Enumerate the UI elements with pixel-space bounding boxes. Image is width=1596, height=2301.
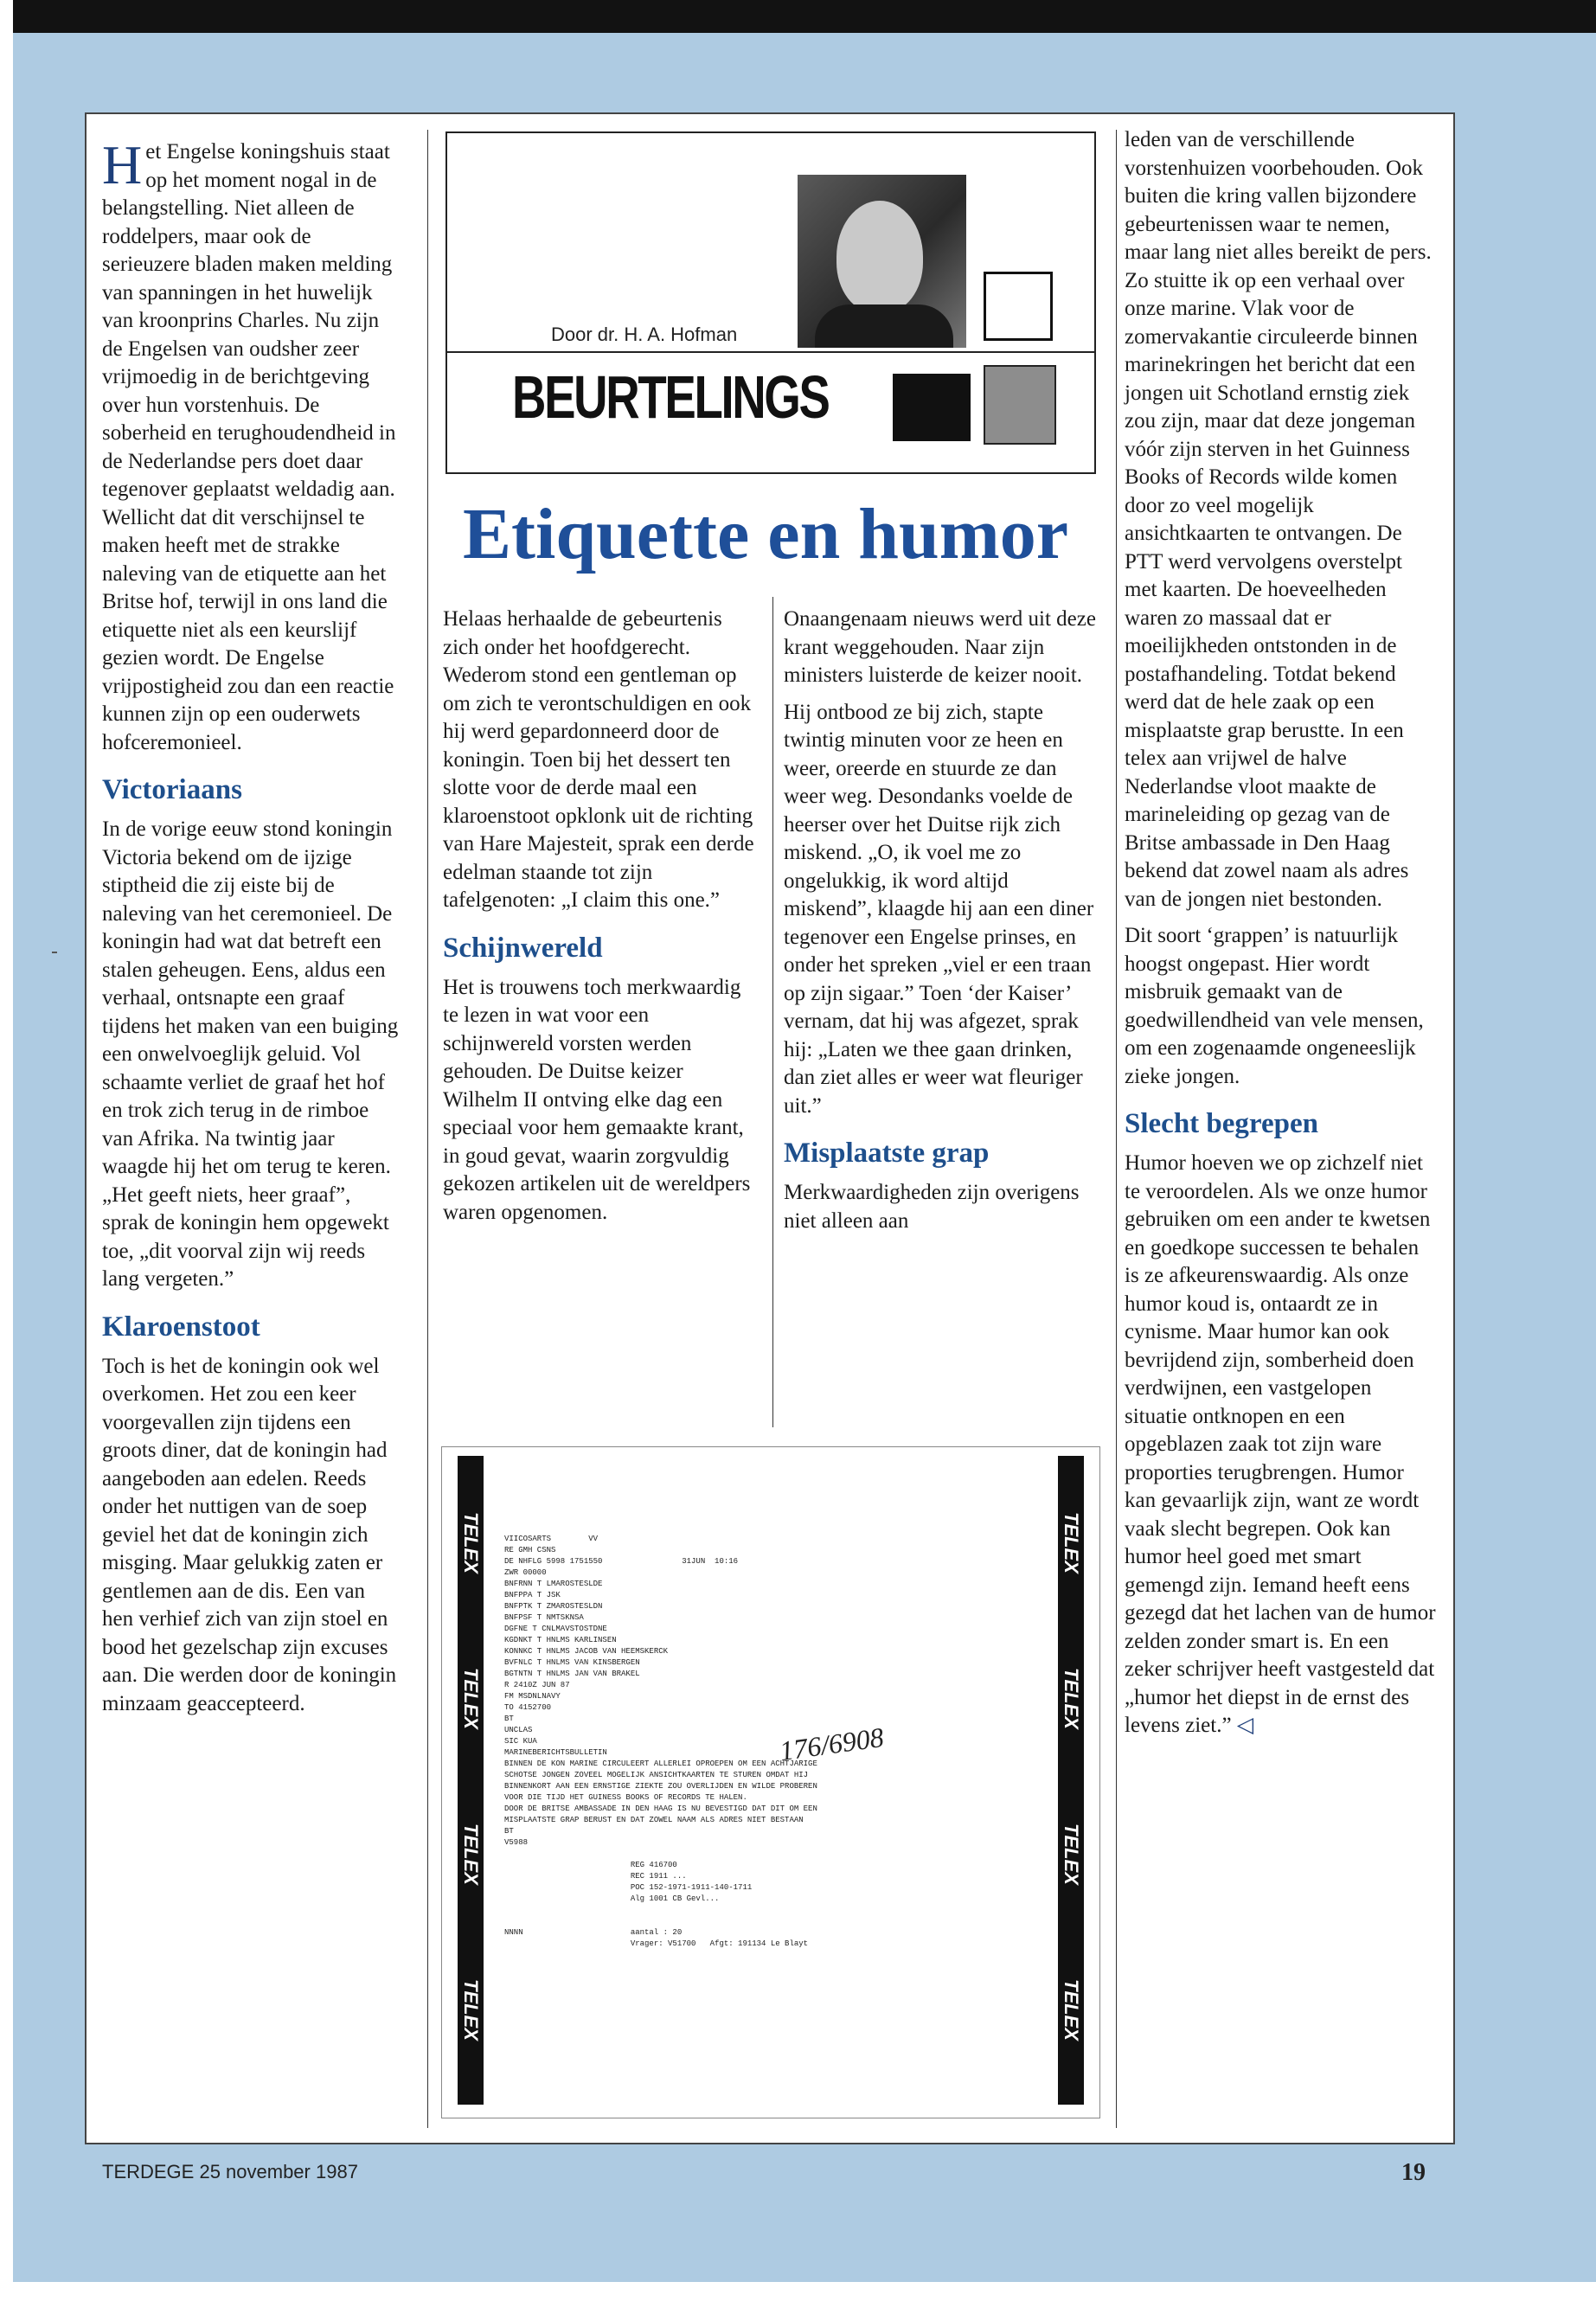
subheading-klaroenstoot: Klaroenstoot	[102, 1311, 260, 1343]
paragraph: Humor hoeven we op zichzelf niet te veroordelen. Als we onze humor gebruiken om een ander te kwetsen en goedkope successen te behalen is ze afkeurenswaardig. Als onze humor koud is, ontaardt ze in cynisme. Maar humor kan ook bevrijdend zijn, somberheid doen verdwijnen, een vastgelopen situatie ontknopen en een opgeblazen zaak tot zijn ware proporties terugbrengen. Humor kan gevaarlijk zijn, want ze wordt vaak slecht begrepen. Ook kan humor heel goed met smart gemengd zijn. Iemand heeft eens gezegd dat het lachen van de humor zelden zonder smart is. En een zeker schrijver heeft vastgesteld dat „humor het diepst in de ernst des levens ziet.” ◁	[1125, 1151, 1436, 1737]
column-name: BEURTELINGS	[512, 363, 829, 431]
telex-message: VIICOSARTS VV RE GMH CSNS DE NHFLG 5998 1751550 31JUN 10:16 ZWR 00000 BNFRNN T LMAROSTESLDE BNFPPA T JSK BNFPTK T ZMAROSTESLDN BNFPSF T NMTSKNSA DGFNE T CNLMAVSTOSTDNE KGDNKT T HNLMS KARLINSEN KONNKC T HNLMS JACOB VAN HEEMSKERCK BVFNLC T HNLMS VAN KINSBERGEN BGTNTN T HNLMS JAN VAN BRAKEL R 2410Z JUN 87 FM MSDNLNAVY TO 4152700 BT UNCLAS SIC KUA MARINEBERICHTSBULLETIN BINNEN DE KON MARINE CIRCULEERT ALLERLEI OPROEPEN OM EEN ACHTJARIGE SCHOTSE JONGEN ZOVEEL MOGELIJK ANSICHTKAARTEN TE STUREN OMDAT HIJ BINNENKORT AAN EEN ERNSTIGE ZIEKTE ZOU OVERLIJDEN EN WILDE PROBEREN VOOR DIE TIJD HET GUINESS BOOKS OF RECORDS TE HALEN. DOOR DE BRITSE AMBASSADE IN DEN HAAG IS NU BEVESTIGD DAT DIT OM EEN MISPLAATSTE GRAP BERUST EN DAT ZOWEL NAAM ALS ADRES NIET BESTAAN BT V5988 REG 416700 REC 1911 ... POC 152-1971-1911-140-1711 Alg 1001 CB Gevl... NNNN aantal : 20 Vrager: V51700 Afgt: 191134 Le Blayt	[504, 1535, 817, 1948]
telex-strip-left: TELEX TELEX TELEX TELEX	[458, 1456, 484, 2105]
article-column-1	[102, 134, 401, 1727]
intro-paragraph: Het Engelse koningshuis staat op het moment nogal in de belangstelling. Niet alleen de roddelpers, maar ook de serieuzere bladen maken melding van spanningen in het huwelijk van kroonprins Charles. Nu zijn de Engelsen van oudsher zeer vrijmoedig in de berichtgeving over hun vorstenhuis. De soberheid en terughoudendheid in de Nederlandse pers doet daar tegenover geplaatst weldadig aan. Wellicht dat dit verschijnsel te maken heeft met de strakke naleving van de etiquette aan het Britse hof, terwijl in ons land die etiquette niet als een keurslijf gezien wordt. De Engelse vrijpostigheid zou dan een reactie kunnen zijn op een ouderwets hofceremonieel.	[102, 134, 396, 754]
decorative-square	[984, 365, 1056, 445]
paragraph: In de vorige eeuw stond koningin Victoria bekend om de ijzige stiptheid die zij eiste bij de naleving van het ceremonieel. De koningin had wat dat betreft een stalen geheugen. Eens, aldus een verhaal, ontsnapte een graaf tijdens het maken van een buiging een onwelvoeglijk geluid. Vol schaamte verliet de graaf het hof en trok zich terug in de rimboe van Afrika. Na twintig jaar waagde hij het om terug te keren. „Het geeft niets, heer graaf”, sprak de koningin hem opgewekt toe, „dit voorval zijn wij reeds lang vergeten.”	[102, 817, 399, 1291]
column-header	[445, 131, 1096, 474]
header-rule	[447, 351, 1094, 353]
subheading-schijnwereld: Schijnwereld	[443, 932, 603, 964]
end-mark: ◁	[1236, 1714, 1254, 1737]
paragraph: Helaas herhaalde de gebeurtenis zich onder het hoofdgerecht. Wederom stond een gentleman op om zich te verontschuldigen en ook hij werd gepardonneerd door de koningin. Toen bij het dessert ten slotte voor de derde maal een klaroenstoot opklonk uit de richting van Hare Majesteit, sprak een derde edelman staande tot zijn tafelgenoten: „I claim this one.”	[443, 607, 754, 912]
issue-footer: TERDEGE 25 november 1987	[102, 2161, 358, 2182]
telex-strip-right: TELEX TELEX TELEX TELEX	[1058, 1456, 1084, 2105]
paragraph: Toch is het de koningin ook wel overkomen. Het zou een keer voorgevallen zijn tijdens een groots diner, dat de koningin had aangeboden aan edelen. Reeds onder het nuttigen van de soep geviel het dat de koningin zich misging. Maar gelukkig zaten er gentlemen aan de dis. Een van hen verhief zich van zijn stoel en bood het gezelschap zijn excuses aan. Die werden door de koningin minzaam geaccepteerd.	[102, 1354, 397, 1715]
paragraph: leden van de verschillende vorstenhuizen voorbehouden. Ook buiten die kring vallen bijzondere gebeurtenissen waar te nemen, maar lang niet alles bereikt de pers. Zo stuitte ik op een verhaal over onze marine. Vlak voor de zomervakantie circuleerde binnen marinekringen het bericht dat een jongen uit Schotland ernstig ziek zou zijn, maar dat deze jongeman vóór zijn sterven in het Guinness Books of Records wilde komen door zo veel mogelijk ansichtkaarten te ontvangen. De PTT werd vervolgens overstelpt met kaarten. De hoeveelheden waren zo massaal dat er moeilijkheden ontstonden in de postafhandeling. Totdat bekend werd dat de hele zaak op een misplaatste grap berustte. In een telex aan vrijwel de halve Nederlandse vloot maakte de marineleiding op gezag van de Britse ambassade in Den Haag bekend dat zowel naam als adres van de jongen niet bestonden.	[1125, 128, 1432, 911]
subheading-victoriaans: Victoriaans	[102, 774, 242, 805]
column-divider	[427, 130, 428, 2128]
column-divider	[1116, 130, 1117, 2128]
telex-image	[441, 1446, 1100, 2118]
author-photo	[798, 175, 966, 348]
page-number: 19	[1401, 2159, 1426, 2186]
paragraph: Het is trouwens toch merkwaardig te lezen in wat voor een schijnwereld vorsten werden gehouden. De Duitse keizer Wilhelm II ontving elke dag een speciaal voor hem gemaakte krant, in goud gevat, waarin zorgvuldig gekozen artikelen uit de wereldpers waren opgenomen.	[443, 975, 751, 1224]
paragraph: Onaangenaam nieuws werd uit deze krant weggehouden. Naar zijn ministers luisterde de keizer nooit.	[784, 607, 1096, 687]
drop-cap: H	[102, 134, 143, 195]
decorative-square	[893, 374, 971, 441]
margin-mark	[52, 952, 57, 953]
top-black-bar	[13, 0, 1596, 33]
column-divider	[772, 597, 773, 1427]
article-column-3	[784, 606, 1097, 1244]
paragraph: Dit soort ‘grappen’ is natuurlijk hoogst ongepast. Hier wordt misbruik gemaakt van de goedwillendheid van vele mensen, om een zogenaamde ongeneeslijk zieke jongen.	[1125, 924, 1424, 1088]
subheading-slecht-begrepen: Slecht begrepen	[1125, 1108, 1318, 1139]
subheading-misplaatste-grap: Misplaatste grap	[784, 1138, 990, 1169]
byline: Door dr. H. A. Hofman	[551, 324, 738, 345]
decorative-square	[984, 272, 1053, 341]
article-column-4	[1125, 126, 1436, 1749]
paragraph: Hij ontbood ze bij zich, stapte twintig minuten voor ze heen en weer, oreerde en stuurde ze dan weer weg. Desondanks voelde de heerser over het Duitse rijk zich miskend. „O, ik voel me zo ongelukkig, ik word altijd miskend”, klaagde hij aan een diner tegenover een Engelse prinses, en onder het spreken „viel er een traan op zijn sigaar.” Toen ‘der Kaiser’ vernam, dat hij was afgezet, sprak hij: „Laten we thee gaan drinken, dan ziet alles er weer wat fleuriger uit.”	[784, 700, 1094, 1118]
handwritten-note: 176/6908	[778, 1721, 886, 1767]
article-column-2	[443, 606, 756, 1235]
paragraph: Merkwaardigheden zijn overigens niet alleen aan	[784, 1181, 1080, 1233]
article-title: Etiquette en humor	[463, 494, 1068, 574]
